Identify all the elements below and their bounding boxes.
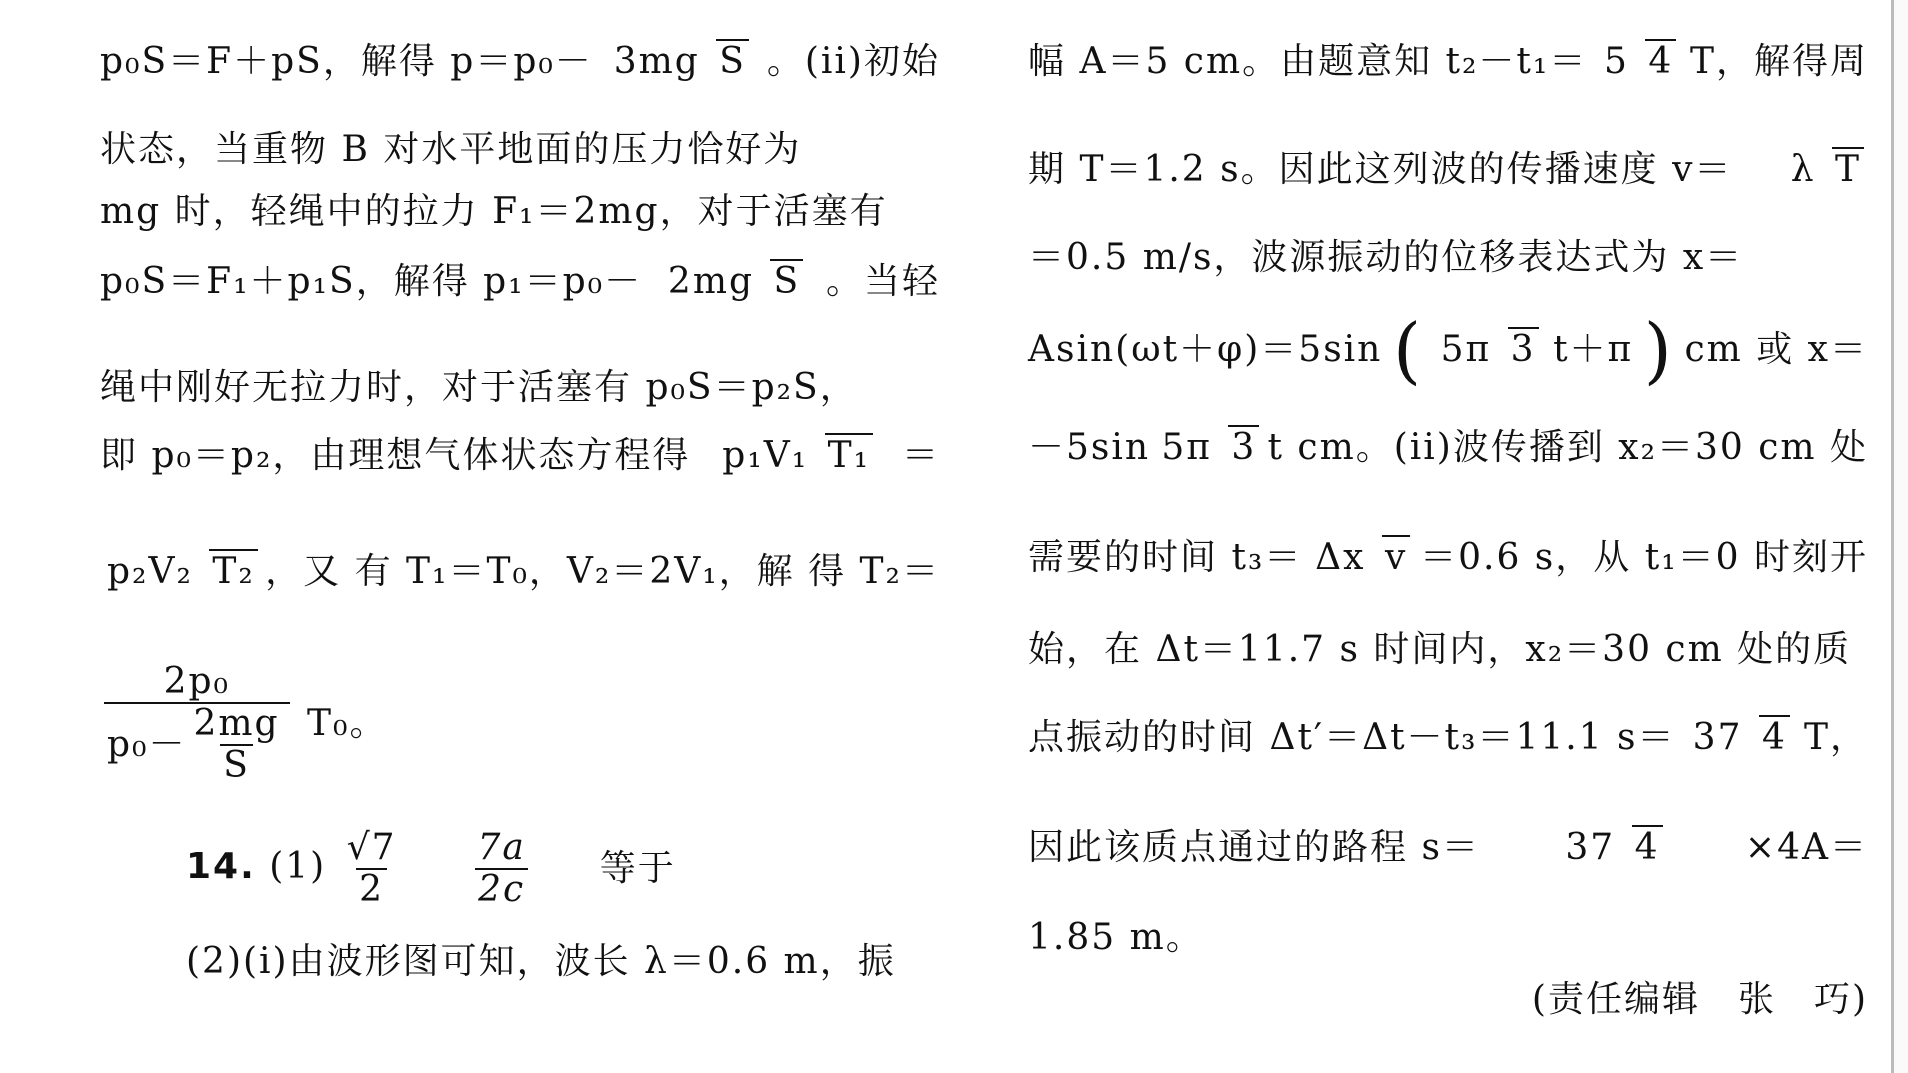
text: ×4A＝: [1744, 827, 1868, 868]
fraction: [665, 262, 803, 302]
right-line-1: [1028, 42, 1868, 82]
denominator: T: [1832, 147, 1864, 190]
text: p₀－: [107, 724, 187, 765]
text: t cm。(ii)波传播到 x₂＝30 cm 处: [1267, 427, 1868, 468]
fraction: [1562, 828, 1662, 868]
numerator: 2mg: [193, 703, 280, 744]
right-line-7: [1028, 630, 1868, 670]
left-paren: (: [1392, 308, 1424, 392]
part-label: (1): [269, 846, 327, 887]
right-line-6: [1028, 538, 1868, 578]
numerator: 7a: [477, 827, 526, 868]
text: t＋π: [1553, 329, 1634, 370]
denominator: 3: [1228, 425, 1259, 468]
numerator: 5π: [1440, 329, 1492, 370]
text: 点振动的时间 Δt′＝Δt－t₃＝11.1 s＝: [1028, 717, 1676, 758]
right-line-4: [1028, 308, 1868, 392]
right-line-8: [1028, 718, 1868, 758]
numerator: √7: [346, 827, 397, 868]
text: 期 T＝1.2 s。因此这列波的传播速度 v＝: [1028, 149, 1733, 190]
inner-fraction: [190, 704, 282, 786]
answer-3: 等于: [599, 848, 676, 889]
left-line-4: [100, 262, 940, 302]
denominator: T₂: [209, 549, 257, 592]
text: ＝: [901, 435, 940, 476]
text: mg 时，轻绳中的拉力 F₁＝2mg，对于活塞有: [100, 191, 888, 232]
text: 状态，当重物 B 对水平地面的压力恰好为: [100, 129, 802, 170]
text: 绳中刚好无拉力时，对于活塞有 p₀S＝p₂S，: [100, 367, 858, 408]
numerator: 5π: [1161, 427, 1212, 468]
left-line-5: [100, 368, 940, 408]
text: ＝0.5 m/s，波源振动的位移表达式为 x＝: [1028, 237, 1744, 278]
answer-fraction-2: [474, 828, 528, 910]
numerator: Δx: [1315, 537, 1366, 578]
numerator: 3mg: [613, 41, 700, 82]
numerator: 5: [1604, 41, 1629, 82]
text: T，解得周: [1689, 41, 1868, 82]
denominator: 2c: [475, 868, 528, 910]
text: T₀。: [307, 703, 388, 744]
left-line-3: [100, 192, 940, 232]
text: 因此该质点通过的路程 s＝: [1028, 827, 1480, 868]
fraction: [611, 42, 749, 82]
text: 幅 A＝5 cm。由题意知 t₂－t₁＝: [1028, 41, 1588, 82]
right-paren: ): [1643, 308, 1674, 392]
text: 即 p₀＝p₂，由理想气体状态方程得: [100, 435, 691, 476]
numerator: p₁V₁: [722, 435, 809, 476]
text: ＝0.6 s，从 t₁＝0 时刻开: [1420, 537, 1868, 578]
text: －5sin: [1028, 427, 1151, 468]
text: 1.85 m。: [1028, 917, 1204, 958]
text: T，: [1803, 717, 1868, 758]
page-edge: [1891, 0, 1908, 1073]
fraction: [104, 552, 258, 592]
denominator: [104, 702, 290, 786]
numerator: λ: [1790, 149, 1816, 190]
denominator: 4: [1645, 39, 1676, 82]
text: 。(ii)初始: [766, 41, 940, 82]
text: 需要的时间 t₃＝: [1028, 537, 1303, 578]
denominator: T₁: [825, 433, 873, 476]
left-line-8: [100, 662, 387, 786]
left-line-7: [100, 552, 940, 592]
fraction: [1312, 538, 1410, 578]
text: 始，在 Δt＝11.7 s 时间内，x₂＝30 cm 处的质: [1028, 629, 1852, 670]
right-line-2: [1028, 150, 1868, 190]
right-line-9: [1028, 828, 1868, 868]
numerator: 37: [1692, 717, 1743, 758]
fraction: [1690, 718, 1790, 758]
right-line-10: [1028, 918, 1204, 958]
denominator: v: [1382, 535, 1410, 578]
fraction: [1438, 330, 1539, 370]
left-line-6: [100, 436, 940, 476]
denominator: S: [220, 744, 253, 786]
text: (2)(i)由波形图可知，波长 λ＝0.6 m，振: [186, 941, 896, 982]
text: p₀S＝F₁＋p₁S，解得 p₁＝p₀－: [100, 261, 643, 302]
fraction: [1601, 42, 1676, 82]
denominator: 4: [1759, 715, 1790, 758]
editor-credit: (责任编辑 张 巧): [1531, 979, 1868, 1020]
fraction: [1788, 150, 1864, 190]
left-line-1: [100, 42, 940, 82]
denominator: S: [770, 259, 803, 302]
text: p₀S＝F＋pS，解得 p＝p₀－: [100, 41, 593, 82]
fraction: [719, 436, 873, 476]
left-line-10: [186, 942, 940, 982]
denominator: 2: [356, 868, 387, 910]
denominator: 3: [1508, 327, 1539, 370]
right-line-5: [1028, 428, 1868, 468]
text: cm 或 x＝: [1684, 329, 1868, 370]
numerator: p₂V₂: [107, 551, 193, 592]
fraction: [1158, 428, 1259, 468]
numerator: 2p₀: [163, 661, 230, 702]
denominator: S: [716, 39, 749, 82]
question-14-line: [186, 828, 676, 910]
text: ，又 有 T₁＝T₀，V₂＝2V₁，解 得 T₂＝: [265, 551, 940, 592]
compound-fraction: [104, 662, 290, 786]
question-number: 14.: [186, 846, 256, 887]
numerator: 37: [1565, 827, 1616, 868]
numerator: 2mg: [667, 261, 755, 302]
text: Asin(ωt＋φ)＝5sin: [1028, 329, 1383, 370]
right-line-3: [1028, 238, 1868, 278]
left-line-2: [100, 130, 940, 170]
text: 。当轻: [825, 261, 940, 302]
answer-fraction-1: [344, 828, 400, 910]
denominator: 4: [1632, 825, 1663, 868]
